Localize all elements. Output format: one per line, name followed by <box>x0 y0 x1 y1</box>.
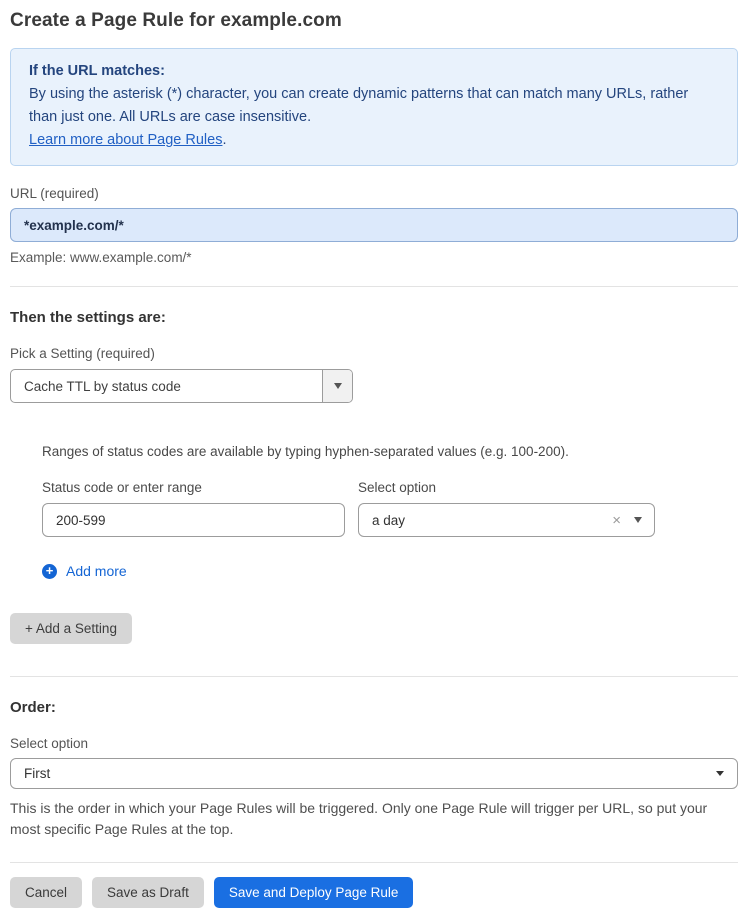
info-box-heading: If the URL matches: <box>29 63 165 79</box>
plus-circle-icon: + <box>42 564 57 579</box>
order-select-label: Select option <box>10 735 89 751</box>
status-code-column <box>42 480 345 537</box>
order-select-value: First <box>24 765 51 781</box>
url-field-label: URL (required) <box>10 186 99 201</box>
setting-picker-value: Cache TTL by status code <box>24 378 181 394</box>
settings-section-heading: Then the settings are: <box>10 309 166 326</box>
info-box-body: By using the asterisk (*) character, you can create dynamic patterns that can match many URLs, rather than just one. All URLs are case insensitive. <box>29 86 689 125</box>
link-period: . <box>222 132 227 148</box>
setting-picker-dropdown-button[interactable] <box>322 370 352 402</box>
caret-down-icon <box>334 383 342 389</box>
order-helper-text: This is the order in which your Page Rules will be triggered. Only one Page Rule will trigger per URL, so put your most specific Page Rules at the top. <box>10 799 708 837</box>
divider <box>10 676 738 677</box>
caret-down-icon <box>716 771 724 776</box>
ttl-column <box>358 480 655 537</box>
url-input[interactable] <box>10 208 738 242</box>
setting-picker-label: Pick a Setting (required) <box>10 346 155 361</box>
status-code-input[interactable] <box>42 503 345 537</box>
add-more-label: Add more <box>66 563 127 579</box>
footer-actions <box>10 877 738 908</box>
save-as-draft-button[interactable]: Save as Draft <box>92 877 204 908</box>
url-match-info-box <box>10 48 738 166</box>
setting-config-block <box>42 444 738 580</box>
setting-picker-select[interactable] <box>10 369 353 403</box>
ttl-select-value: a day <box>372 512 406 528</box>
ttl-select[interactable] <box>358 503 655 537</box>
info-box-link-line <box>29 129 719 152</box>
status-code-label: Status code or enter range <box>42 480 202 495</box>
caret-down-icon <box>634 517 642 523</box>
status-code-row <box>42 480 738 537</box>
page-title: Create a Page Rule for example.com <box>10 10 342 31</box>
ttl-dropdown-button[interactable] <box>625 517 654 523</box>
add-setting-button[interactable]: + Add a Setting <box>10 613 132 644</box>
status-code-range-note: Ranges of status codes are available by typing hyphen-separated values (e.g. 100-200). <box>42 444 569 459</box>
learn-more-link[interactable]: Learn more about Page Rules <box>29 132 223 148</box>
ttl-select-label: Select option <box>358 480 437 495</box>
save-and-deploy-button[interactable]: Save and Deploy Page Rule <box>214 877 414 908</box>
add-more-link[interactable] <box>42 563 127 579</box>
divider <box>10 286 738 287</box>
cancel-button[interactable]: Cancel <box>10 877 82 908</box>
url-example-helper: Example: www.example.com/* <box>10 250 192 265</box>
clear-selection-icon[interactable]: × <box>612 511 621 529</box>
order-section-heading: Order: <box>10 698 56 716</box>
order-select[interactable] <box>10 758 738 789</box>
